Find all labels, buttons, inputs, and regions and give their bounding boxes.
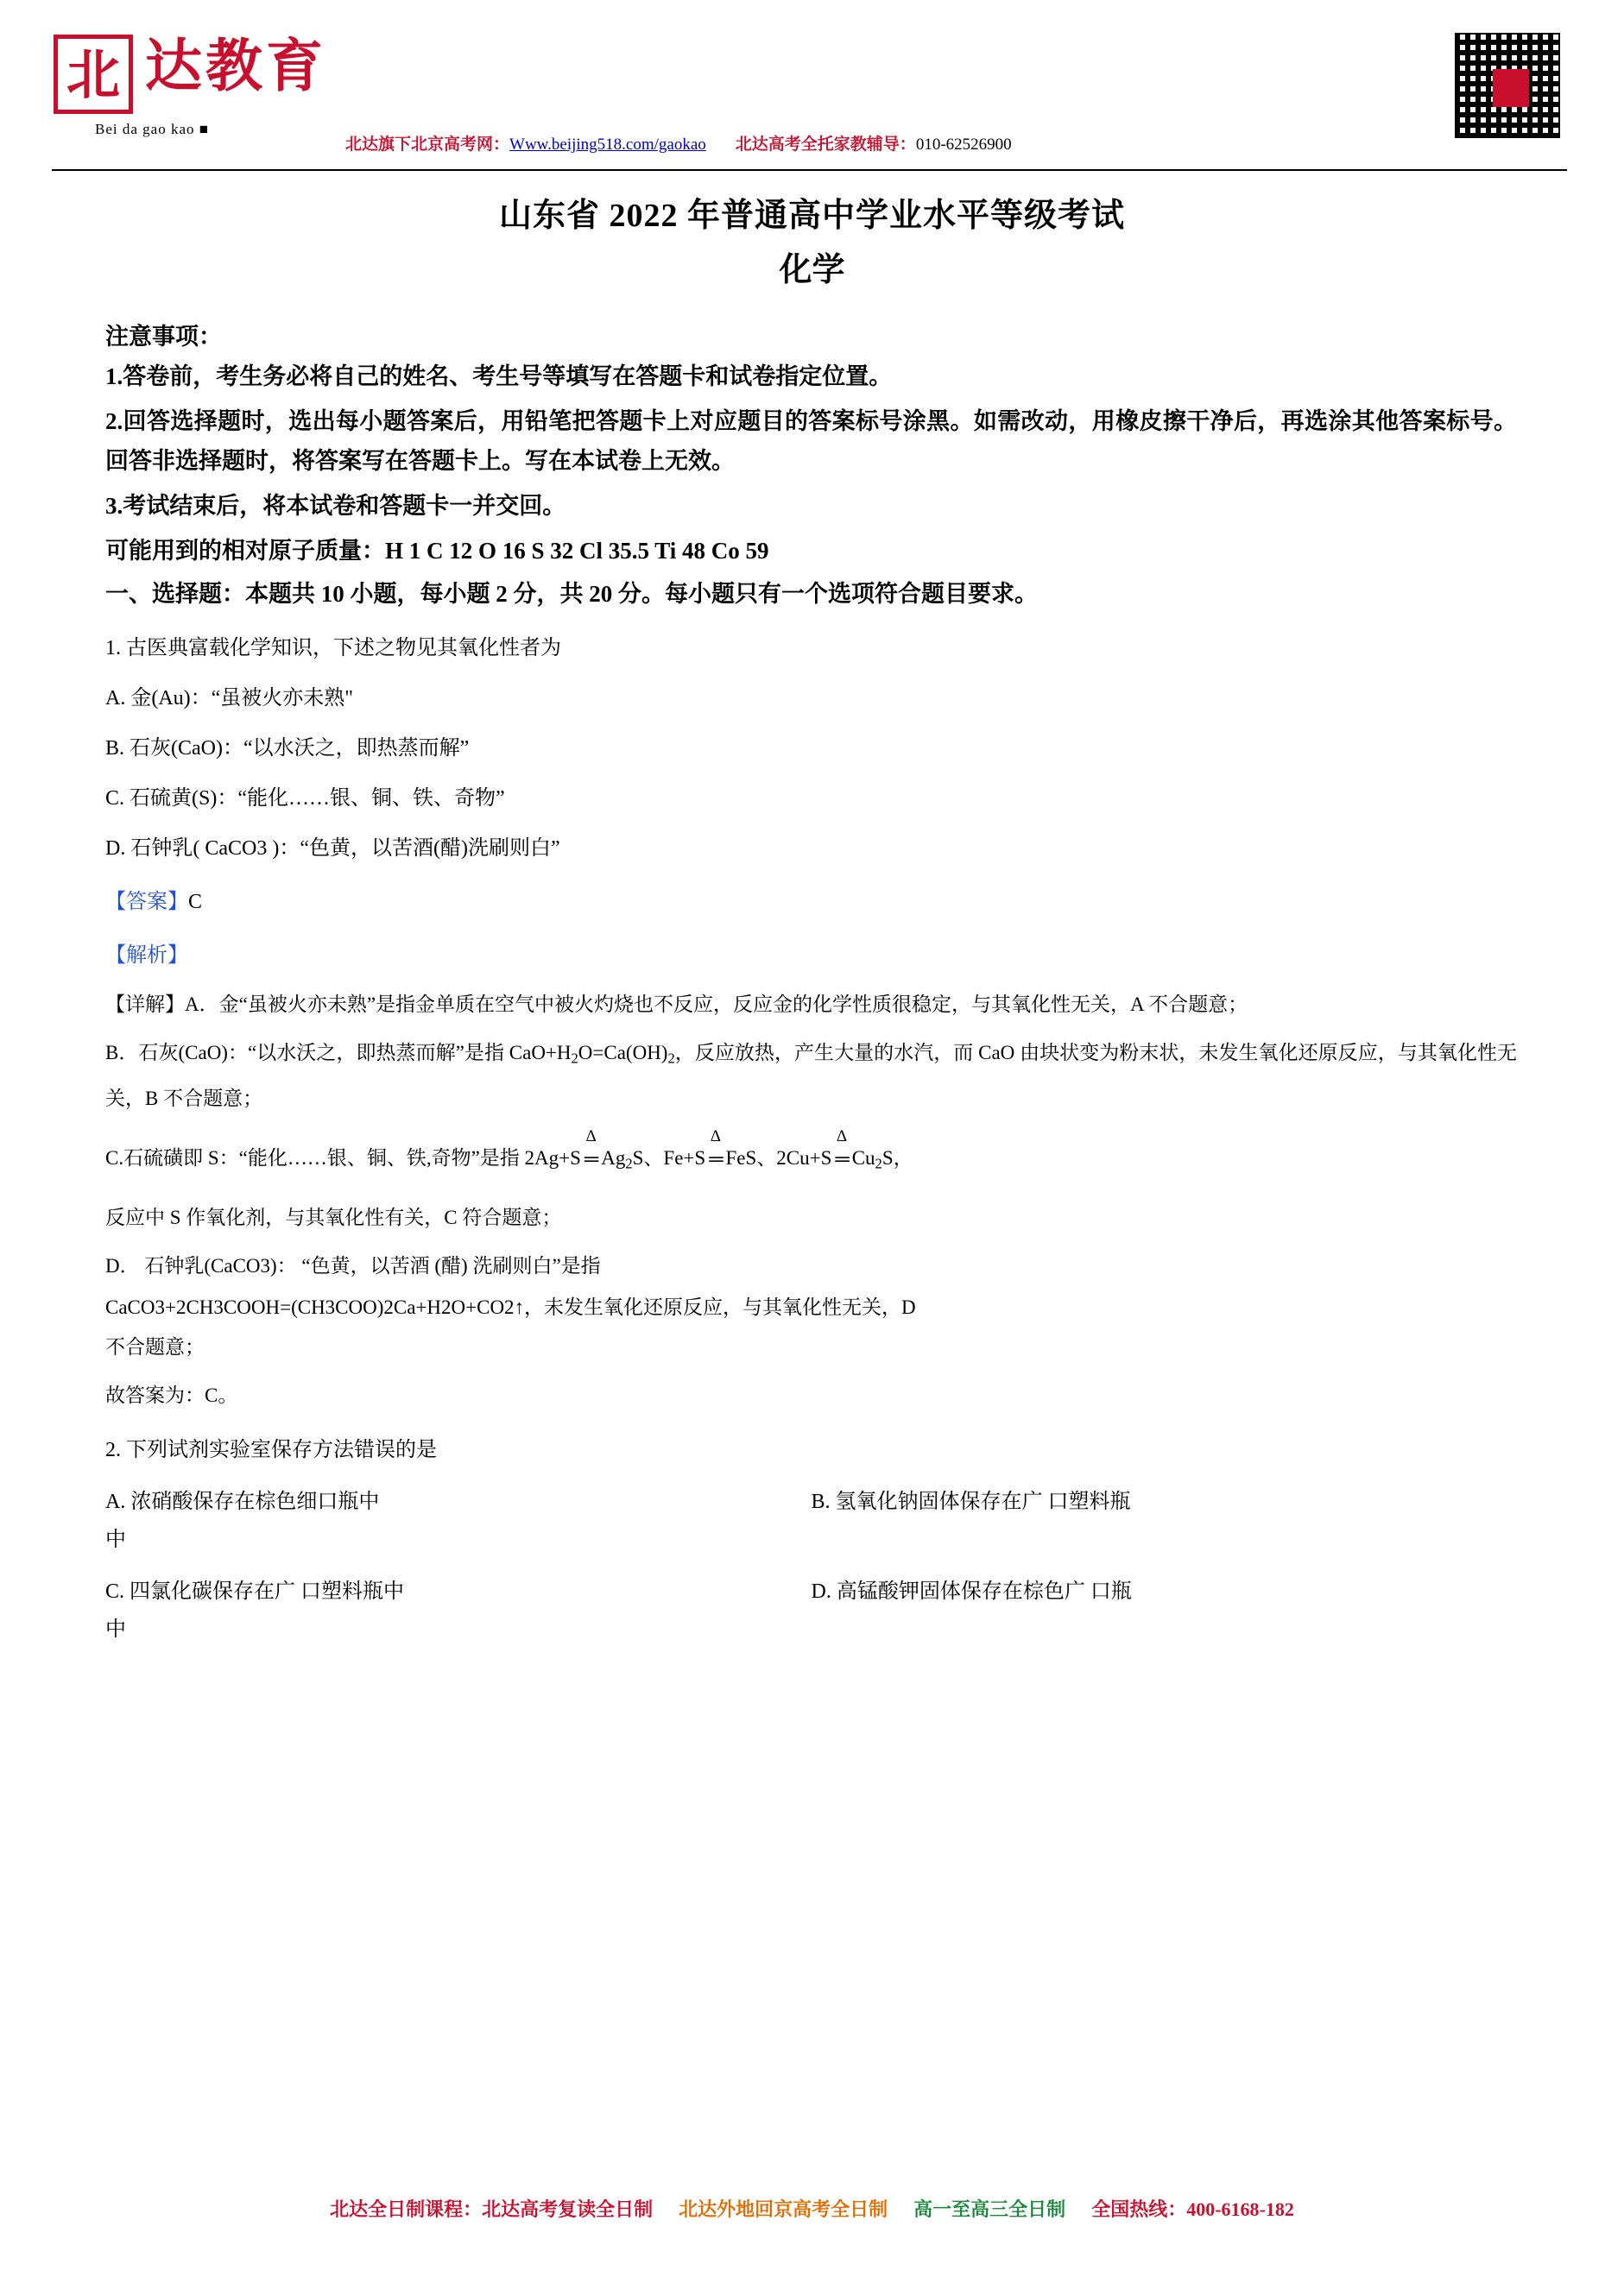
notice-item-3: 3.考试结束后，将本试卷和答题卡一并交回。 [105,493,566,519]
detail-c-head: C.石硫磺即 S：“能化……银、铜、铁,奇物”是指 2Ag+S [105,1146,581,1169]
delta-icon-1: Δ [585,1127,597,1146]
detail-tag: 【详解】 [105,993,185,1015]
answer-tag: 【答案】 [105,891,188,913]
question-1-analysis-tag: 【解析】 [105,944,188,967]
tutor-phone: 010-62526900 [915,136,1012,154]
footer-item-1-value: 北达高考复读全日制 [482,2198,654,2220]
atomic-mass-line: 可能用到的相对原子质量：H 1 C 12 O 16 S 32 Cl 35.5 Ti 48 Co 59 [105,538,769,564]
footer-item-3: 高一至高三全日制 [913,2198,1066,2220]
question-1-detail-c-tail: 反应中 S 作氧化剂，与其氧化性有关，C 符合题意； [105,1207,562,1229]
sub-ag2: 2 [625,1155,633,1172]
site-url-link[interactable]: Www.beijing518.com/gaokao [509,136,706,154]
question-1-detail-b [105,1033,1517,1119]
delta-icon-3: Δ [836,1127,848,1146]
footer-item-2: 北达外地回京高考全日制 [679,2198,888,2220]
detail-c-eq2: S、Fe+S [632,1146,706,1169]
detail-c-eq5: S， [882,1146,913,1169]
question-2-option-d-wrap: 中 [105,1618,126,1642]
header-links [345,131,1012,155]
detail-c-eq1: Ag [601,1146,626,1169]
sub-cu2: 2 [875,1155,882,1172]
detail-b-part1: B．石灰(CaO)：“以水沃之，即热蒸而解”是指 CaO+H [105,1042,572,1063]
question-2-option-b: B. 氢氧化钠固体保存在广 口塑料瓶 [811,1491,1131,1514]
qr-code-icon [1451,29,1564,142]
question-2-option-b-wrap: 中 [105,1529,126,1552]
question-1-answer [105,883,1517,921]
page-footer [0,2195,1624,2222]
document-body [0,290,1624,1649]
detail-b-part2: O=Ca(OH) [578,1042,668,1063]
question-1-detail-d-equation: CaCO3+2CH3COOH=(CH3COO)2Ca+H2O+CO2↑，未发生氧化还原反应，与其氧化性无关，D [105,1296,916,1319]
logo-wordmark: 达教育 [145,35,326,98]
detail-c-eq3: FeS、2Cu+S [725,1146,832,1169]
question-1-detail-d-tail: 不合题意； [105,1336,205,1359]
footer-hotline-label: 全国热线： [1091,2198,1187,2220]
site-label: 北达旗下北京高考网： [345,136,510,154]
delta-equals-3: Δ ═ [831,1133,851,1185]
tutor-label: 北达高考全托家教辅导： [735,136,916,154]
question-1-option-a: A. 金(Au)：“虽被火亦未熟" [105,687,354,710]
question-1-detail-c [105,1127,1517,1190]
page-title: 山东省 2022 年普通高中学业水平等级考试 [498,198,1125,234]
question-1-option-b: B. 石灰(CaO)：“以水沃之，即热蒸而解” [105,737,470,760]
sub-2a: 2 [571,1050,578,1067]
footer-item-1-label: 北达全日制课程： [330,2198,483,2220]
question-1-stem: 1. 古医典富载化学知识，下述之物见其氧化性者为 [105,637,561,659]
question-1-conclusion: 故答案为：C。 [105,1385,238,1407]
footer-hotline-value: 400-6168-182 [1186,2198,1294,2220]
section-one-heading: 一、选择题：本题共 10 小题，每小题 2 分，共 20 分。每小题只有一个选项符合题目要求。 [105,581,1038,607]
logo-subtext: Bei da gao kao ■ [95,121,210,137]
detail-b-part3: ，反应放热，产生大量的水汽，而 CaO 由块状变为粉末状，未发生氧化还原反应，与其氧化性无关，B 不合题意； [105,1042,1517,1109]
question-1-detail-d-head: D． 石钟乳(CaCO3)： “色黄，以苦酒 (醋) 洗刷则白”是指 [105,1255,601,1277]
detail-a-text: A．金“虽被火亦未熟”是指金单质在空气中被火灼烧也不反应，反应金的化学性质很稳定，与其氧化性无关，A 不合题意； [185,993,1248,1015]
question-2-stem: 2. 下列试剂实验室保存方法错误的是 [105,1439,437,1462]
page-subtitle: 化学 [779,252,845,288]
question-2-option-c: C. 四氯化碳保存在广 口塑料瓶中 [105,1580,405,1604]
question-2-row-2 [105,1573,1517,1611]
question-1-detail-a [105,985,1517,1025]
page-header [0,0,1624,173]
header-divider [52,169,1567,171]
logo-char: 北 [54,35,133,114]
question-2-option-a: A. 浓硝酸保存在棕色细口瓶中 [105,1491,380,1514]
detail-c-eq4: Cu [851,1146,875,1169]
question-1-option-d: D. 石钟乳( CaCO3 )：“色黄，以苦酒(醋)洗刷则白” [105,837,560,860]
question-2-option-d: D. 高锰酸钾固体保存在棕色广 口瓶 [811,1580,1132,1604]
delta-equals-1: Δ ═ [581,1133,601,1185]
notice-heading: 注意事项： [105,324,222,350]
notice-item-1: 1.答卷前，考生务必将自己的姓名、考生号等填写在答题卡和试卷指定位置。 [105,363,893,389]
delta-icon-2: Δ [710,1127,721,1146]
question-1-option-c: C. 石硫黄(S)：“能化……银、铜、铁、奇物” [105,787,505,810]
question-2-row-1 [105,1483,1517,1521]
answer-value: C [188,891,203,913]
notice-item-2: 2.回答选择题时，选出每小题答案后，用铅笔把答题卡上对应题目的答案标号涂黑。如需改动，用橡皮擦干净后，再选涂其他答案标号。回答非选择题时，将答案写在答题卡上。写在本试卷上无效。 [105,408,1517,474]
delta-equals-2: Δ ═ [705,1133,725,1185]
sub-2b: 2 [667,1050,675,1067]
brand-logo [54,35,326,114]
